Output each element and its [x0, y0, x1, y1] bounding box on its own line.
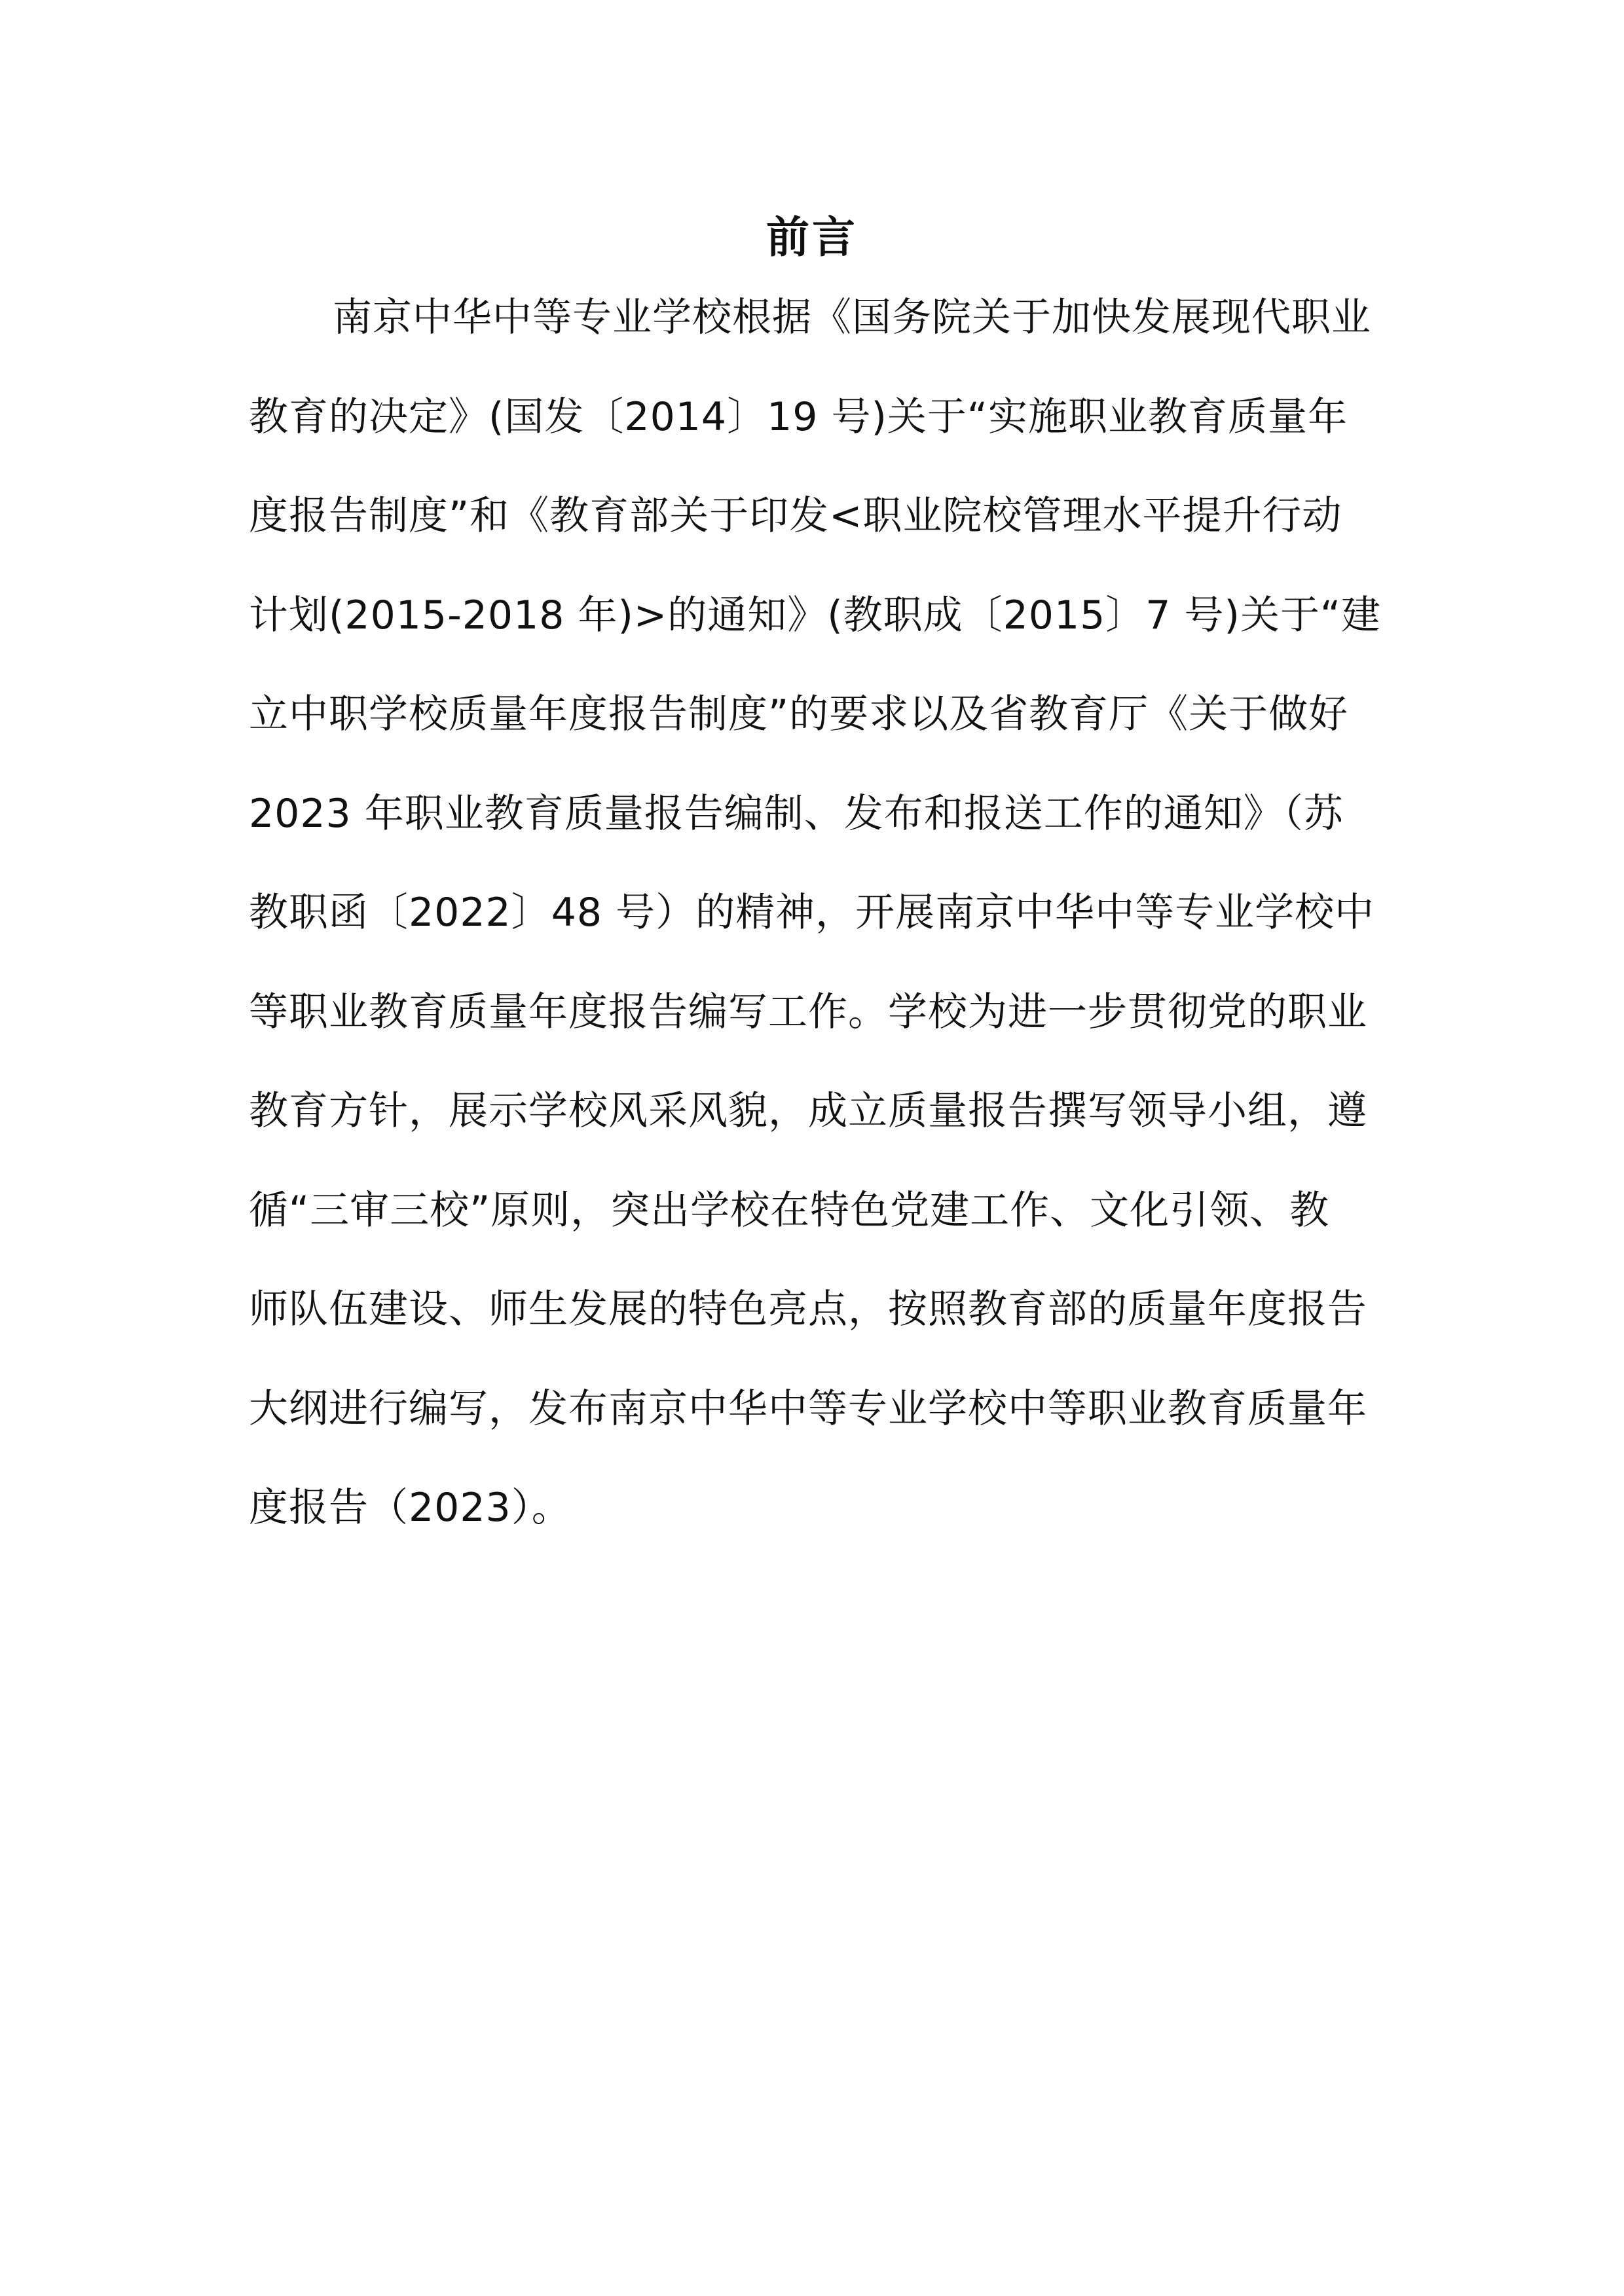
paragraph-line: 度报告制度”和《教育部关于印发<职业院校管理水平提升行动 — [249, 493, 1342, 539]
paragraph-line: 教育的决定》(国发〔2014〕19 号)关于“实施职业教育质量年 — [249, 393, 1348, 440]
paragraph-line: 教育方针，展示学校风采风貌，成立质量报告撰写领导小组，遵 — [249, 1088, 1367, 1134]
paragraph-line: 师队伍建设、师生发展的特色亮点，按照教育部的质量年度报告 — [249, 1286, 1367, 1332]
page-title: 前言 — [766, 211, 858, 263]
paragraph-line: 立中职学校质量年度报告制度”的要求以及省教育厅《关于做好 — [249, 691, 1349, 737]
paragraph-line: 度报告（2023）。 — [249, 1485, 572, 1531]
paragraph-line: 大纲进行编写，发布南京中华中等专业学校中等职业教育质量年 — [249, 1385, 1367, 1432]
paragraph-line: 南京中华中等专业学校根据《国务院关于加快发展现代职业 — [333, 295, 1371, 340]
preface-paragraph — [249, 268, 1382, 1558]
paragraph-line: 计划(2015-2018 年)>的通知》(教职成〔2015〕7 号)关于“建 — [249, 592, 1382, 638]
paragraph-line: 教职函〔2022〕48 号）的精神，开展南京中华中等专业学校中 — [249, 890, 1375, 936]
paragraph-line: 等职业教育质量年度报告编写工作。学校为进一步贯彻党的职业 — [249, 989, 1367, 1035]
paragraph-line: 2023 年职业教育质量报告编制、发布和报送工作的通知》（苏 — [249, 790, 1344, 837]
paragraph-line: 循“三审三校”原则，突出学校在特色党建工作、文化引领、教 — [249, 1187, 1330, 1233]
